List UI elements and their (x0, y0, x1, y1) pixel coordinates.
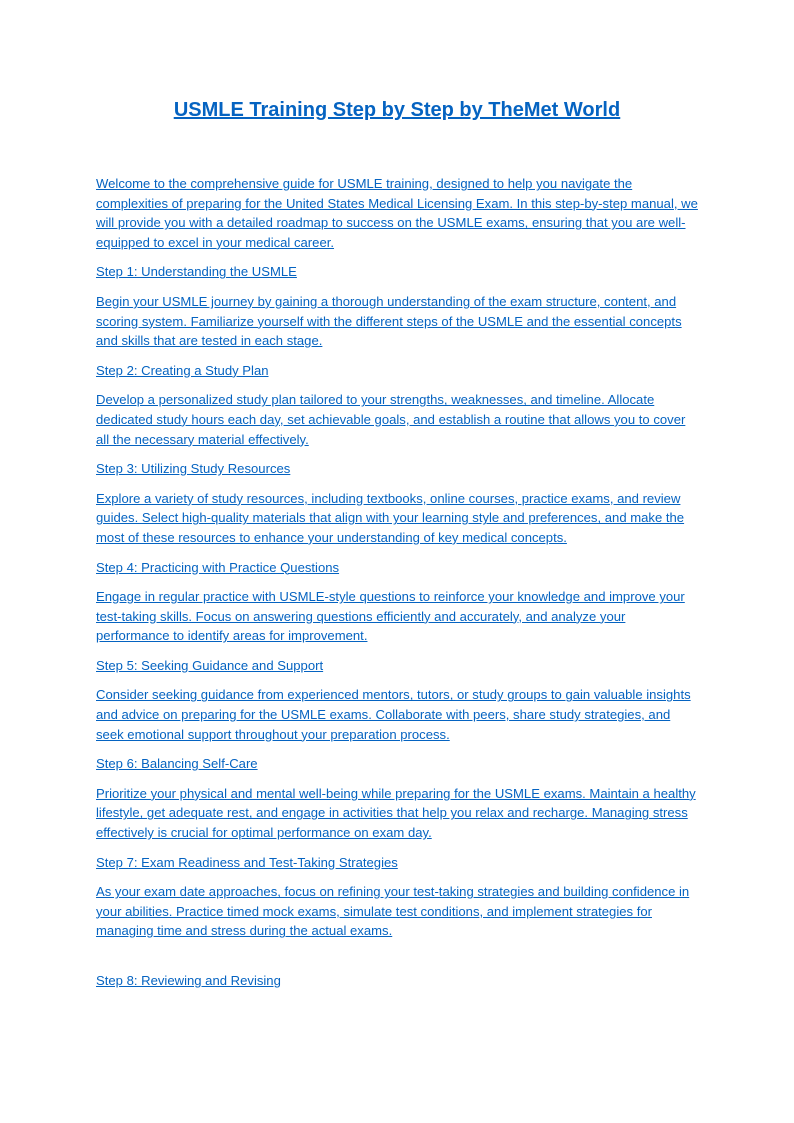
step-7-body (96, 882, 700, 941)
step-4-body (96, 587, 700, 646)
step-3-body (96, 489, 700, 548)
intro-paragraph (96, 174, 700, 252)
step-2-body-link[interactable]: Develop a personalized study plan tailored to your strengths, weaknesses, and timeline. Allocate dedicated study hours each day, set achievable goals, and establish a routine that allows you to cover all the necessary material effectively. (96, 392, 686, 447)
step-2-heading-link[interactable]: Step 2: Creating a Study Plan (96, 362, 269, 378)
step-6-heading-link[interactable]: Step 6: Balancing Self-Care (96, 756, 258, 772)
step-5-body-link[interactable]: Consider seeking guidance from experienced mentors, tutors, or study groups to gain valuable insights and advice on preparing for the USMLE exams. Collaborate with peers, share study strategies, and seek emotional support throughout your preparation process. (96, 687, 691, 742)
step-5-heading (96, 656, 700, 676)
step-2-heading (96, 361, 700, 381)
step-8-heading (96, 971, 700, 991)
step-5-body (96, 685, 700, 744)
step-7-heading-link[interactable]: Step 7: Exam Readiness and Test-Taking Strategies (96, 854, 398, 870)
step-7-heading (96, 853, 700, 873)
step-5-heading-link[interactable]: Step 5: Seeking Guidance and Support (96, 657, 324, 673)
title-link[interactable]: USMLE Training Step by Step by TheMet World (173, 99, 621, 121)
step-4-body-link[interactable]: Engage in regular practice with USMLE-style questions to reinforce your knowledge and improve your test-taking skills. Focus on answering questions efficiently and accurately, and analyze your performance to identify areas for improvement. (96, 589, 685, 644)
step-1-body-link[interactable]: Begin your USMLE journey by gaining a thorough understanding of the exam structure, content, and scoring system. Familiarize yourself with the different steps of the USMLE and the essential concepts and skills that are tested in each stage. (96, 293, 682, 349)
step-7-body-link[interactable]: As your exam date approaches, focus on refining your test-taking strategies and building confidence in your abilities. Practice timed mock exams, simulate test conditions, and implement strategies for managing time and stress during the actual exams. (96, 884, 690, 939)
step-1-heading (96, 262, 700, 282)
document-title[interactable] (0, 96, 794, 124)
document-body (96, 174, 700, 1001)
intro-link[interactable]: Welcome to the comprehensive guide for USMLE training, designed to help you navigate the complexities of preparing for the United States Medical Licensing Exam. In this step-by-step manual, we will provide you with a detailed roadmap to success on the USMLE exams, ensuring that you are well-equipped to excel in your medical career. (96, 176, 698, 250)
step-8-heading-link[interactable]: Step 8: Reviewing and Revising (96, 973, 281, 988)
step-6-body (96, 784, 700, 843)
step-2-body (96, 390, 700, 449)
step-6-heading (96, 754, 700, 774)
step-6-body-link[interactable]: Prioritize your physical and mental well-being while preparing for the USMLE exams. Maintain a healthy lifestyle, get adequate rest, and engage in activities that help you relax and recharge. Managing stress effectively is crucial for optimal performance on exam day. (96, 785, 696, 841)
step-3-heading (96, 459, 700, 479)
step-3-body-link[interactable]: Explore a variety of study resources, including textbooks, online courses, practice exams, and review guides. Select high-quality materials that align with your learning style and preferences, and make the most of these resources to enhance your understanding of key medical concepts. (96, 490, 685, 545)
step-4-heading-link[interactable]: Step 4: Practicing with Practice Questions (96, 559, 340, 575)
step-3-heading-link[interactable]: Step 3: Utilizing Study Resources (96, 461, 291, 477)
step-1-body (96, 292, 700, 351)
step-4-heading (96, 558, 700, 578)
step-1-heading-link[interactable]: Step 1: Understanding the USMLE (96, 264, 297, 280)
